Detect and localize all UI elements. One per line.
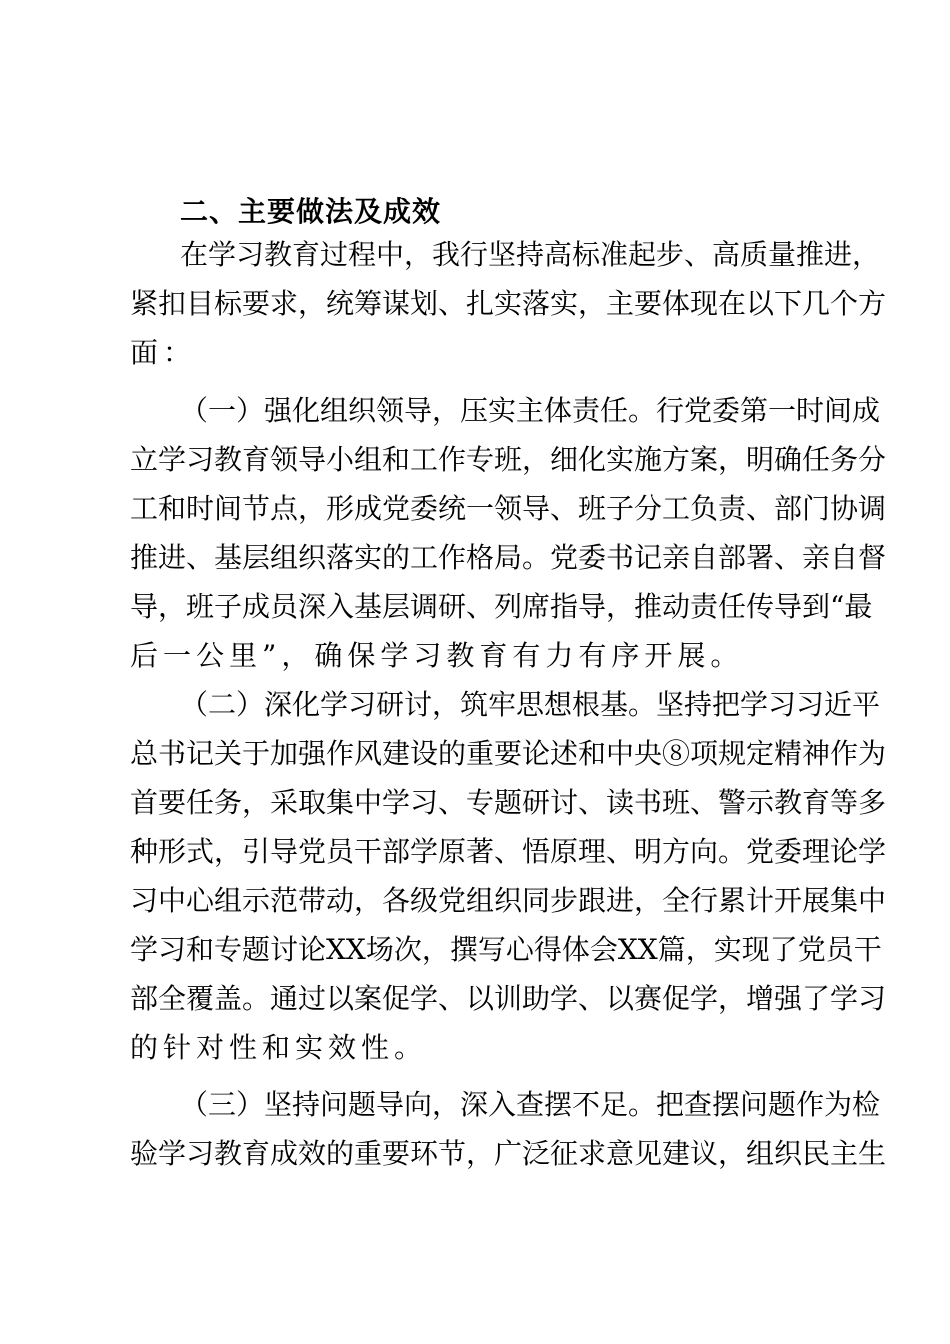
paragraph-2-line: 导，班子成员深入基层调研、列席指导，推动责任传导到“最 — [130, 590, 873, 623]
paragraph-1-line: 面： — [130, 336, 197, 369]
paragraph-2-line: 后一公里”，确保学习教育有力有序开展。 — [130, 639, 744, 672]
paragraph-3-line: 部全覆盖。通过以案促学、以训助学、以赛促学，增强了学习 — [130, 982, 887, 1015]
paragraph-4-line: 验学习教育成效的重要环节，广泛征求意见建议，组织民主生 — [130, 1137, 887, 1170]
paragraph-3-line: 首要任务，采取集中学习、专题研讨、读书班、警示教育等多 — [130, 786, 887, 819]
paragraph-2-line: 推进、基层组织落实的工作格局。党委书记亲自部署、亲自督 — [130, 541, 887, 574]
paragraph-2-line: 立学习教育领导小组和工作专班，细化实施方案，明确任务分 — [130, 443, 887, 476]
paragraph-1-line: 紧扣目标要求，统筹谋划、扎实落实，主要体现在以下几个方 — [130, 287, 887, 320]
paragraph-1-line: 在学习教育过程中，我行坚持高标准起步、高质量推进， — [180, 238, 881, 271]
paragraph-4-line: （三）坚持问题导向，深入查摆不足。把查摆问题作为检 — [180, 1088, 881, 1121]
paragraph-3-line: 种形式，引导党员干部学原著、悟原理、明方向。党委理论学 — [130, 835, 887, 868]
paragraph-3-line: （二）深化学习研讨，筑牢思想根基。坚持把学习习近平 — [180, 688, 881, 721]
paragraph-2-line: 工和时间节点，形成党委统一领导、班子分工负责、部门协调 — [130, 492, 887, 525]
paragraph-3-line: 总书记关于加强作风建设的重要论述和中央⑧项规定精神作为 — [130, 737, 887, 770]
paragraph-3-line: 的针对性和实效性。 — [130, 1031, 428, 1064]
paragraph-3-line: 习中心组示范带动，各级党组织同步跟进，全行累计开展集中 — [130, 884, 887, 917]
paragraph-2-line: （一）强化组织领导，压实主体责任。行党委第一时间成 — [180, 394, 881, 427]
section-heading: 二、主要做法及成效 — [180, 195, 442, 228]
paragraph-3-line: 学习和专题讨论XX场次，撰写心得体会XX篇，实现了党员干 — [130, 933, 882, 966]
